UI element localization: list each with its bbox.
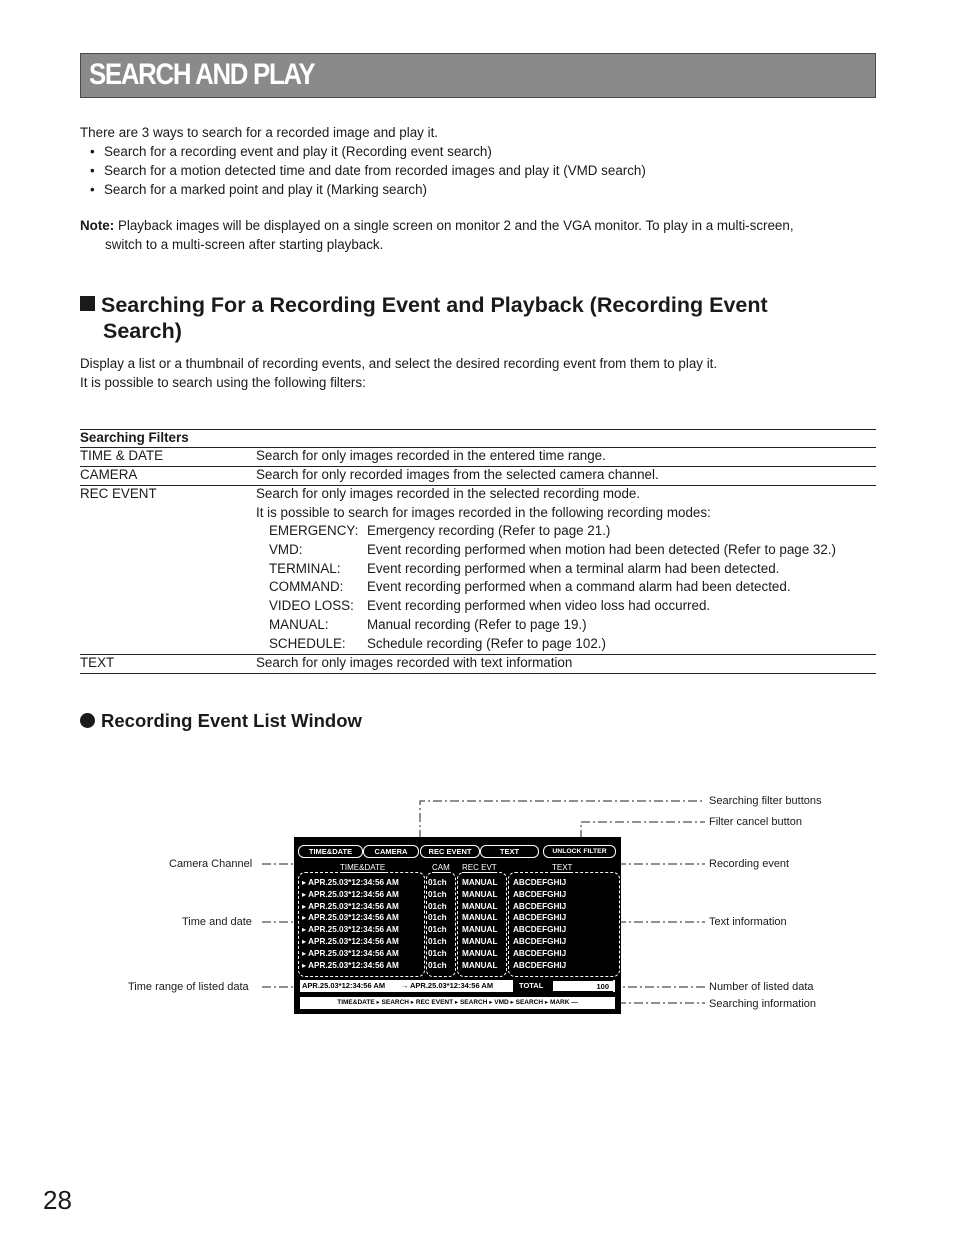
camera-filter-button[interactable]: CAMERA (363, 845, 419, 858)
event-time-cell[interactable]: ▸ APR.25.03*12:34:56 AM (302, 948, 399, 958)
subsection-title: Recording Event List Window (101, 710, 362, 731)
range-arrow-icon: → (401, 981, 409, 990)
info-item[interactable]: SEARCH (381, 999, 409, 1006)
mode-desc: Manual recording (Refer to page 19.) (367, 617, 587, 632)
column-header-time: TIME&DATE (340, 863, 386, 872)
callout-camera-channel: Camera Channel (169, 858, 253, 870)
event-time-cell[interactable]: ▸ APR.25.03*12:34:56 AM (302, 913, 399, 923)
event-text-cell[interactable]: ABCDEFGHIJ (513, 901, 567, 911)
event-time-cell[interactable]: ▸ APR.25.03*12:34:56 AM (302, 937, 399, 946)
intro-bullet: • Search for a marked point and play it (Marking search) (104, 181, 427, 199)
mode-name: EMERGENCY: (269, 523, 359, 538)
section-desc: It is possible to search using the following filters: (80, 375, 366, 390)
event-time-cell[interactable]: ▸ APR.25.03*12:34:56 AM (302, 901, 399, 911)
page-title: SEARCH AND PLAY (89, 58, 315, 91)
time-range-bar (300, 980, 615, 992)
callout-searching-info: Searching information (709, 998, 817, 1010)
mode-name: MANUAL: (269, 617, 329, 632)
total-label: TOTAL (519, 981, 544, 990)
info-item[interactable]: VMD (494, 999, 509, 1006)
filter-name: CAMERA (80, 467, 138, 482)
searching-info-bar: TIME&DATE ▸ SEARCH ▸ REC EVENT ▸ SEARCH ▸ VMD ▸ SEARCH ▸ MARK — (300, 997, 615, 1009)
filter-desc: Search for only recorded images from the selected camera channel. (256, 467, 659, 482)
section-title-continued: Search) (103, 319, 182, 343)
mode-desc: Event recording performed when a terminal alarm had been detected. (367, 561, 780, 576)
event-rec-cell[interactable]: MANUAL (462, 889, 498, 899)
note-text: Playback images will be displayed on a single screen on monitor 2 and the VGA monitor. To play in a multi-screen, (117, 218, 794, 233)
mode-desc: Event recording performed when a command alarm had been detected. (367, 579, 791, 594)
event-text-cell[interactable]: ABCDEFGHIJ (513, 948, 567, 958)
info-item[interactable]: REC EVENT (415, 999, 454, 1006)
event-time-cell[interactable]: ▸ APR.25.03*12:34:56 AM (302, 925, 399, 935)
mode-desc: Schedule recording (Refer to page 102.) (367, 636, 606, 651)
event-camera-cell[interactable]: 01ch (428, 878, 447, 887)
filter-name: TEXT (80, 655, 115, 670)
mode-desc: Event recording performed when motion had been detected (Refer to page 32.) (367, 542, 836, 557)
filter-desc: Search for only images recorded in the selected recording mode. (256, 486, 641, 501)
filter-desc: Search for only images recorded with text information (256, 655, 573, 670)
section-title: Searching For a Recording Event and Playback (Recording Event (101, 293, 768, 317)
info-item[interactable]: MARK (549, 999, 570, 1006)
info-item[interactable]: TIME&DATE (337, 999, 375, 1006)
callout-recording-event: Recording event (709, 858, 790, 870)
mode-name: TERMINAL: (269, 561, 341, 576)
filter-name: REC EVENT (80, 486, 157, 501)
section-desc: Display a list or a thumbnail of recording events, and select the desired recording event from them to play it. (80, 356, 718, 371)
event-camera-cell[interactable]: 01ch (428, 913, 447, 923)
intro-bullet: • Search for a recording event and play it (Recording event search) (104, 143, 492, 161)
event-camera-cell[interactable]: 01ch (428, 925, 447, 935)
event-camera-cell[interactable]: 01ch (428, 901, 447, 911)
callout-text-info: Text information (709, 916, 787, 928)
info-item[interactable]: SEARCH (515, 999, 544, 1006)
info-item[interactable]: SEARCH (459, 999, 488, 1006)
range-to: APR.25.03*12:34:56 AM (410, 981, 494, 990)
column-header-cam: CAM (432, 863, 450, 872)
event-rec-cell[interactable]: MANUAL (462, 937, 498, 946)
mode-desc: Emergency recording (Refer to page 21.) (367, 523, 611, 538)
event-camera-cell[interactable]: 01ch (428, 960, 447, 970)
event-text-cell[interactable]: ABCDEFGHIJ (513, 878, 567, 887)
note-text-continued: switch to a multi-screen after starting playback. (105, 237, 384, 252)
event-camera-cell[interactable]: 01ch (428, 948, 447, 958)
page-number: 28 (43, 1185, 72, 1215)
event-camera-cell[interactable]: 01ch (428, 937, 447, 946)
unlock-filter-button[interactable]: UNLOCK FILTER (543, 845, 616, 858)
event-time-cell[interactable]: ▸ APR.25.03*12:34:56 AM (302, 878, 399, 887)
event-rec-cell[interactable]: MANUAL (462, 960, 498, 970)
rec-event-filter-button[interactable]: REC EVENT (420, 845, 480, 858)
event-rec-cell[interactable]: MANUAL (462, 948, 498, 958)
event-text-cell[interactable]: ABCDEFGHIJ (513, 889, 567, 899)
event-rec-cell[interactable]: MANUAL (462, 925, 498, 935)
event-text-cell[interactable]: ABCDEFGHIJ (513, 937, 567, 946)
callout-filter-cancel: Filter cancel button (709, 816, 802, 828)
mode-name: COMMAND: (269, 579, 344, 594)
text-filter-button[interactable]: TEXT (480, 845, 539, 858)
callout-filter-buttons: Searching filter buttons (709, 795, 822, 807)
mode-name: SCHEDULE: (269, 636, 346, 651)
recording-event-list-screen (294, 837, 621, 1014)
event-text-cell[interactable]: ABCDEFGHIJ (513, 925, 567, 935)
mode-name: VMD: (269, 542, 303, 557)
event-rec-cell[interactable]: MANUAL (462, 913, 498, 923)
event-text-cell[interactable]: ABCDEFGHIJ (513, 913, 567, 923)
event-time-cell[interactable]: ▸ APR.25.03*12:34:56 AM (302, 960, 399, 970)
filter-desc: It is possible to search for images recorded in the following recording modes: (256, 505, 711, 520)
column-header-rec: REC EVT (462, 863, 497, 872)
intro-bullet: • Search for a motion detected time and date from recorded images and play it (VMD search) (104, 162, 646, 180)
event-text-cell[interactable]: ABCDEFGHIJ (513, 960, 567, 970)
range-from: APR.25.03*12:34:56 AM (302, 981, 386, 990)
event-rec-cell[interactable]: MANUAL (462, 901, 498, 911)
note-label: Note: (80, 218, 115, 233)
callout-time-and-date: Time and date (182, 916, 252, 928)
filter-name: TIME & DATE (80, 448, 164, 463)
time-date-filter-button[interactable]: TIME&DATE (298, 845, 363, 858)
mode-desc: Event recording performed when video loss had occurred. (367, 598, 711, 613)
callout-time-range: Time range of listed data (128, 981, 249, 993)
event-camera-cell[interactable]: 01ch (428, 889, 447, 899)
callout-number-listed: Number of listed data (709, 981, 814, 993)
column-header-text: TEXT (552, 863, 573, 872)
filters-heading: Searching Filters (80, 430, 189, 445)
event-rec-cell[interactable]: MANUAL (462, 878, 498, 887)
filter-desc: Search for only images recorded in the entered time range. (256, 448, 606, 463)
total-value: 100 (553, 981, 613, 991)
event-time-cell[interactable]: ▸ APR.25.03*12:34:56 AM (302, 889, 399, 899)
mode-name: VIDEO LOSS: (269, 598, 354, 613)
intro-lead: There are 3 ways to search for a recorded image and play it. (80, 125, 439, 140)
